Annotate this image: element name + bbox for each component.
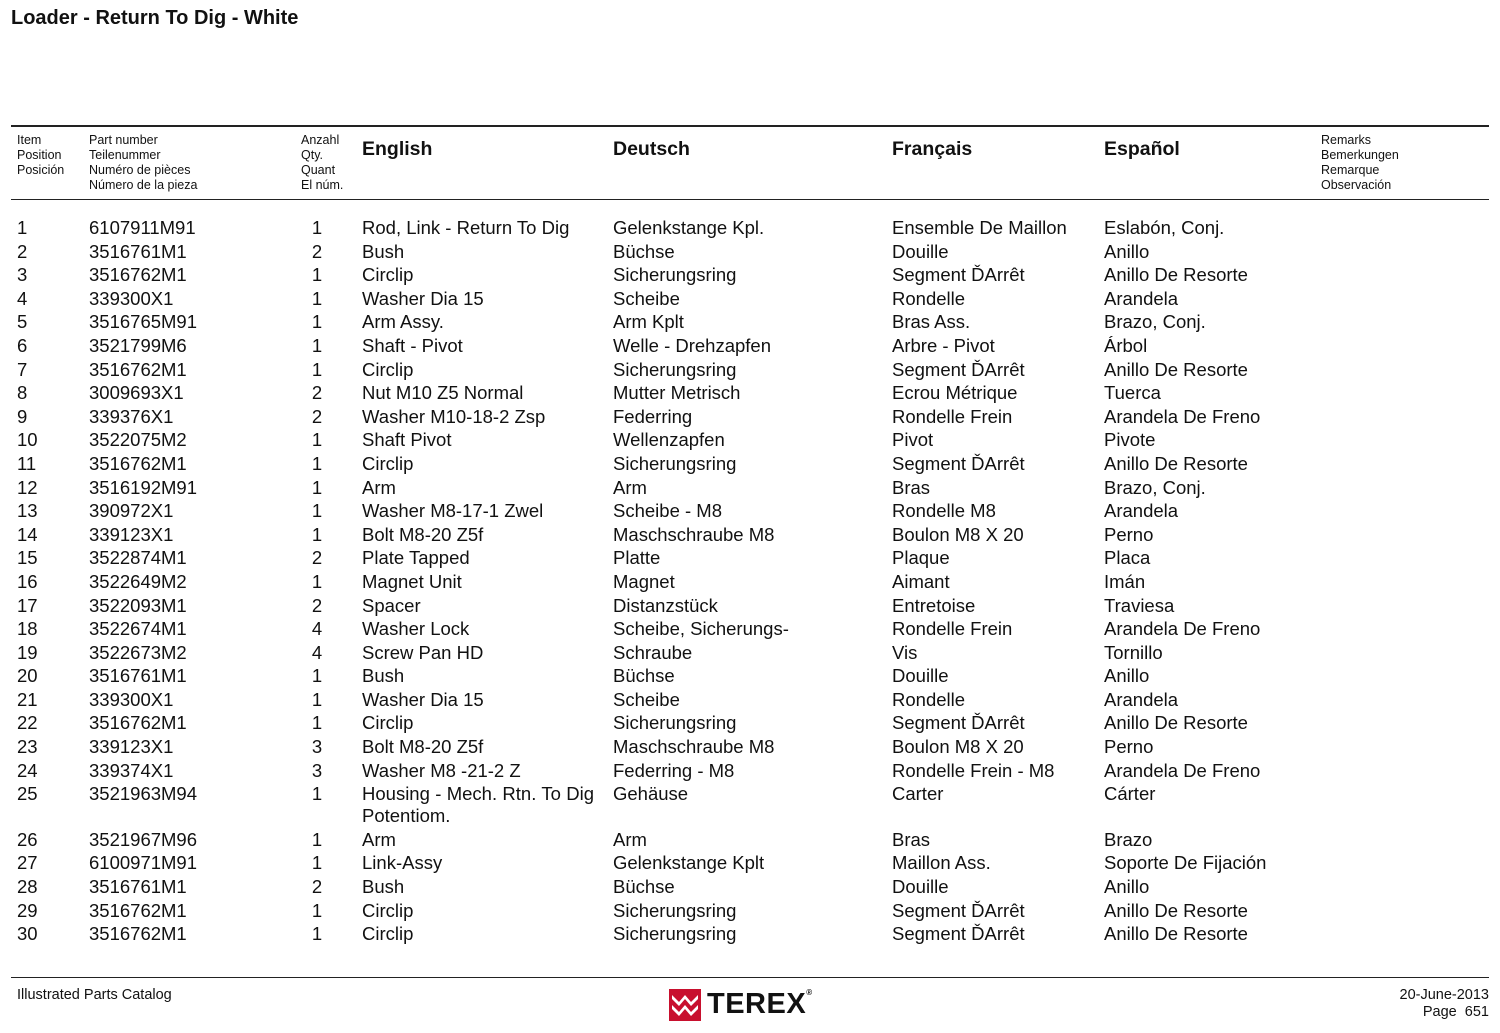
cell-part-number: 6107911M91 [89,217,196,238]
cell-deutsch: Platte [613,547,661,569]
cell-francais: Bras [892,828,931,850]
header-part-line: Número de la pieza [89,178,198,192]
terex-logo-text [707,988,813,1021]
cell-english: Bolt M8-20 Z5f [362,523,484,545]
cell-item: 28 [17,875,38,897]
cell-francais: Segment ĎArrêt [892,712,1025,734]
table-row [0,759,1500,783]
header-item-line: Position [17,148,62,162]
cell-english: Magnet Unit [362,570,462,592]
cell-quantity: 1 [311,899,323,921]
table-row [0,263,1500,287]
cell-part-number: 3516192M91 [89,476,198,498]
cell-deutsch: Büchse [613,665,675,687]
cell-espanol: Brazo, Conj. [1104,476,1206,498]
table-row [0,617,1500,641]
cell-item: 5 [17,311,28,333]
cell-item: 19 [17,641,38,663]
cell-deutsch: Scheibe - M8 [613,500,722,522]
footer-catalog-name: Illustrated Parts Catalog [17,987,172,1003]
cell-item: 14 [17,523,38,545]
cell-quantity: 1 [311,500,323,522]
cell-espanol: Anillo [1104,875,1150,897]
cell-deutsch: Sicherungsring [613,712,737,734]
header-espanol: Español [1104,138,1180,160]
cell-francais: Arbre - Pivot [892,334,995,356]
cell-part-number: 339123X1 [89,736,174,758]
cell-item: 7 [17,358,28,380]
cell-part-number: 3516762M1 [89,712,187,734]
cell-part-number: 3516762M1 [89,264,187,286]
cell-espanol: Anillo [1104,240,1150,262]
cell-quantity: 3 [311,759,323,781]
cell-espanol: Tuerca [1104,382,1161,404]
cell-deutsch: Arm [613,476,647,498]
cell-espanol: Pivote [1104,429,1156,451]
cell-english: Circlip [362,712,414,734]
cell-english: Bush [362,240,405,262]
cell-item: 26 [17,828,38,850]
cell-deutsch: Schraube [613,641,693,663]
cell-english: Plate Tapped [362,547,470,569]
cell-english: Nut M10 Z5 Normal [362,382,524,404]
cell-item: 15 [17,547,38,569]
cell-francais: Rondelle [892,287,966,309]
cell-deutsch: Arm Kplt [613,311,684,333]
cell-part-number: 3009693X1 [89,382,184,404]
cell-espanol: Arandela De Freno [1104,618,1261,640]
cell-part-number: 3522674M1 [89,618,187,640]
cell-deutsch: Distanzstück [613,594,718,616]
cell-francais: Segment ĎArrêt [892,358,1025,380]
cell-deutsch: Scheibe [613,287,680,309]
cell-english: Arm [362,476,396,498]
cell-francais: Segment ĎArrêt [892,899,1025,921]
cell-part-number: 3522075M2 [89,429,187,451]
cell-english: Bush [362,875,405,897]
cell-english: Link-Assy [362,852,443,874]
header-english: English [362,138,433,160]
cell-deutsch: Scheibe [613,688,680,710]
cell-part-number: 3516762M1 [89,899,187,921]
cell-francais: Segment ĎArrêt [892,452,1025,474]
cell-item: 29 [17,899,38,921]
cell-english: Washer Lock [362,618,470,640]
cell-deutsch: Mutter Metrisch [613,382,741,404]
cell-espanol: Árbol [1104,334,1148,356]
cell-espanol: Anillo De Resorte [1104,358,1248,380]
footer-date-page [1400,987,1490,1021]
table-row [0,922,1500,946]
cell-deutsch: Büchse [613,240,675,262]
cell-english: Washer M8-17-1 Zwel [362,500,544,522]
header-remarks [1321,133,1399,193]
header-qty-line: Anzahl [301,133,340,147]
cell-english: Housing - Mech. Rtn. To Dig Potentiom. [362,783,594,826]
cell-part-number: 3516761M1 [89,240,187,262]
cell-quantity: 1 [311,429,323,451]
cell-francais: Aimant [892,570,950,592]
cell-deutsch: Gehäuse [613,783,689,805]
cell-francais: Vis [892,641,918,663]
cell-espanol: Anillo De Resorte [1104,712,1248,734]
table-row [0,310,1500,334]
cell-part-number: 3522673M2 [89,641,187,663]
cell-item: 4 [17,287,28,309]
cell-quantity: 3 [311,736,323,758]
cell-deutsch: Arm [613,828,647,850]
cell-espanol: Soporte De Fijación [1104,852,1267,874]
cell-part-number: 339374X1 [89,759,174,781]
cell-part-number: 339376X1 [89,405,174,427]
cell-english: Circlip [362,923,414,945]
cell-espanol: Imán [1104,570,1146,592]
table-row [0,405,1500,429]
cell-part-number: 3521967M96 [89,828,198,850]
table-row [0,664,1500,688]
cell-english: Circlip [362,899,414,921]
cell-item: 20 [17,665,38,687]
cell-item: 27 [17,852,38,874]
header-part-line: Part number [89,133,158,147]
table-row [0,899,1500,923]
cell-espanol: Arandela [1104,688,1179,710]
cell-quantity: 4 [311,641,323,663]
table-row [0,875,1500,899]
cell-quantity: 1 [311,476,323,498]
cell-deutsch: Sicherungsring [613,899,737,921]
header-qty-line: El núm. [301,178,344,192]
cell-quantity: 1 [311,334,323,356]
cell-item: 13 [17,500,38,522]
cell-espanol: Anillo De Resorte [1104,264,1248,286]
cell-espanol: Anillo De Resorte [1104,899,1248,921]
cell-quantity: 1 [311,287,323,309]
cell-part-number: 3516761M1 [89,875,187,897]
cell-english: Screw Pan HD [362,641,484,663]
header-part-line: Numéro de pièces [89,163,191,177]
cell-item: 16 [17,570,38,592]
cell-quantity: 2 [311,547,323,569]
cell-part-number: 339300X1 [89,688,174,710]
table-row [0,594,1500,618]
cell-espanol: Placa [1104,547,1151,569]
cell-quantity: 1 [311,712,323,734]
cell-part-number: 3516762M1 [89,923,187,945]
terex-logo [669,988,813,1021]
cell-deutsch: Federring [613,405,693,427]
cell-francais: Ecrou Métrique [892,382,1018,404]
cell-deutsch: Wellenzapfen [613,429,725,451]
cell-item: 17 [17,594,38,616]
cell-espanol: Traviesa [1104,594,1175,616]
cell-quantity: 2 [311,405,323,427]
cell-espanol: Arandela [1104,500,1179,522]
cell-part-number: 3521963M94 [89,783,198,805]
cell-english: Circlip [362,358,414,380]
cell-part-number: 339300X1 [89,287,174,309]
cell-part-number: 3521799M6 [89,334,187,356]
cell-deutsch: Büchse [613,875,675,897]
cell-quantity: 2 [311,240,323,262]
cell-francais: Boulon M8 X 20 [892,736,1024,758]
cell-francais: Rondelle Frein - M8 [892,759,1055,781]
cell-quantity: 1 [311,923,323,945]
cell-quantity: 1 [311,570,323,592]
header-remarks-line: Observación [1321,178,1392,192]
header-francais: Français [892,138,973,160]
cell-francais: Segment ĎArrêt [892,923,1025,945]
table-row [0,476,1500,500]
cell-item: 25 [17,783,38,805]
table-row [0,499,1500,523]
cell-deutsch: Welle - Drehzapfen [613,334,772,356]
cell-espanol: Eslabón, Conj. [1104,217,1225,238]
cell-item: 11 [17,452,37,474]
cell-english: Washer M10-18-2 Zsp [362,405,546,427]
cell-francais: Rondelle M8 [892,500,996,522]
table-row [0,381,1500,405]
header-item [17,133,64,178]
cell-part-number: 6100971M91 [89,852,198,874]
table-row [0,570,1500,594]
cell-espanol: Anillo [1104,665,1150,687]
footer-date: 20-June-2013 [1399,987,1489,1003]
cell-francais: Douille [892,240,949,262]
cell-deutsch: Sicherungsring [613,923,737,945]
cell-item: 6 [17,334,28,356]
cell-part-number: 3516761M1 [89,665,187,687]
cell-deutsch: Federring - M8 [613,759,735,781]
cell-espanol: Brazo, Conj. [1104,311,1206,333]
cell-part-number: 3516762M1 [89,358,187,380]
header-top-rule [11,125,1489,127]
cell-deutsch: Maschschraube M8 [613,523,775,545]
cell-item: 22 [17,712,38,734]
cell-quantity: 1 [311,523,323,545]
cell-deutsch: Sicherungsring [613,264,737,286]
cell-francais: Plaque [892,547,950,569]
table-row [0,334,1500,358]
cell-part-number: 390972X1 [89,500,174,522]
table-row [0,711,1500,735]
cell-quantity: 1 [311,828,323,850]
cell-espanol: Cárter [1104,783,1156,805]
cell-espanol: Perno [1104,736,1154,758]
cell-item: 18 [17,618,38,640]
header-bottom-rule [11,199,1489,200]
cell-francais: Douille [892,665,949,687]
table-row [0,782,1500,828]
cell-english: Washer M8 -21-2 Z [362,759,521,781]
page-title: Loader - Return To Dig - White [11,7,299,29]
cell-part-number: 3522093M1 [89,594,187,616]
cell-deutsch: Magnet [613,570,675,592]
cell-francais: Carter [892,783,944,805]
cell-deutsch: Gelenkstange Kplt [613,852,765,874]
cell-english: Shaft - Pivot [362,334,463,356]
cell-quantity: 2 [311,382,323,404]
terex-logo-icon [669,989,701,1021]
cell-francais: Ensemble De Maillon [892,217,1067,238]
table-row [0,641,1500,665]
cell-francais: Maillon Ass. [892,852,991,874]
header-part-line: Teilenummer [89,148,161,162]
cell-quantity: 1 [311,311,323,333]
cell-quantity: 1 [311,852,323,874]
header-remarks-line: Remarks [1321,133,1372,147]
cell-part-number: 339123X1 [89,523,174,545]
cell-item: 10 [17,429,38,451]
cell-item: 3 [17,264,28,286]
cell-english: Shaft Pivot [362,429,452,451]
header-part-number [89,133,197,193]
table-row [0,851,1500,875]
header-remarks-line: Bemerkungen [1321,148,1399,162]
table-row [0,523,1500,547]
cell-deutsch: Maschschraube M8 [613,736,775,758]
cell-quantity: 2 [311,594,323,616]
cell-item: 12 [17,476,38,498]
cell-english: Arm Assy. [362,311,444,333]
cell-espanol: Tornillo [1104,641,1163,663]
cell-english: Circlip [362,264,414,286]
parts-table [0,216,1500,946]
cell-deutsch: Sicherungsring [613,452,737,474]
cell-espanol: Anillo De Resorte [1104,452,1248,474]
cell-english: Bush [362,665,405,687]
table-row [0,735,1500,759]
header-quantity [301,133,343,193]
registered-mark: ® [806,988,813,997]
table-row [0,287,1500,311]
cell-espanol: Arandela De Freno [1104,405,1261,427]
cell-english: Arm [362,828,396,850]
cell-francais: Rondelle Frein [892,618,1013,640]
cell-francais: Pivot [892,429,934,451]
cell-francais: Rondelle Frein [892,405,1013,427]
cell-quantity: 1 [311,688,323,710]
table-row [0,216,1500,240]
cell-item: 21 [17,688,38,710]
cell-quantity: 1 [311,665,323,687]
cell-part-number: 3516762M1 [89,452,187,474]
cell-quantity: 1 [311,783,323,805]
cell-item: 9 [17,405,28,427]
cell-deutsch: Scheibe, Sicherungs- [613,618,789,640]
cell-francais: Bras [892,476,931,498]
cell-francais: Douille [892,875,949,897]
cell-francais: Boulon M8 X 20 [892,523,1024,545]
header-qty-line: Quant [301,163,336,177]
cell-deutsch: Sicherungsring [613,358,737,380]
table-row [0,240,1500,264]
header-qty-line: Qty. [301,148,323,162]
footer-rule [11,977,1489,978]
cell-item: 2 [17,240,28,262]
cell-francais: Segment ĎArrêt [892,264,1025,286]
cell-francais: Rondelle [892,688,966,710]
cell-francais: Entretoise [892,594,976,616]
cell-item: 23 [17,736,38,758]
cell-espanol: Arandela [1104,287,1179,309]
cell-item: 30 [17,923,38,945]
header-deutsch: Deutsch [613,138,690,160]
cell-english: Washer Dia 15 [362,287,484,309]
cell-espanol: Arandela De Freno [1104,759,1261,781]
cell-english: Circlip [362,452,414,474]
cell-english: Bolt M8-20 Z5f [362,736,484,758]
cell-item: 8 [17,382,28,404]
cell-item: 1 [17,217,28,238]
cell-deutsch: Gelenkstange Kpl. [613,217,765,238]
cell-quantity: 1 [311,452,323,474]
header-item-line: Item [17,133,42,147]
cell-part-number: 3522874M1 [89,547,187,569]
table-row [0,358,1500,382]
table-row [0,828,1500,852]
cell-francais: Bras Ass. [892,311,971,333]
cell-item: 24 [17,759,38,781]
table-row [0,452,1500,476]
cell-part-number: 3516765M91 [89,311,198,333]
cell-part-number: 3522649M2 [89,570,187,592]
cell-quantity: 1 [311,217,323,238]
cell-quantity: 2 [311,875,323,897]
cell-quantity: 4 [311,618,323,640]
table-row [0,688,1500,712]
terex-logo-wordmark: TEREX [707,988,807,1020]
cell-english: Spacer [362,594,421,616]
cell-english: Washer Dia 15 [362,688,484,710]
footer-page-number: Page 651 [1422,1004,1489,1020]
header-remarks-line: Remarque [1321,163,1380,177]
header-item-line: Posición [17,163,65,177]
cell-quantity: 1 [311,358,323,380]
cell-english: Rod, Link - Return To Dig [362,217,570,238]
cell-espanol: Perno [1104,523,1154,545]
table-row [0,546,1500,570]
cell-quantity: 1 [311,264,323,286]
cell-espanol: Brazo [1104,828,1153,850]
cell-espanol: Anillo De Resorte [1104,923,1248,945]
table-row [0,428,1500,452]
